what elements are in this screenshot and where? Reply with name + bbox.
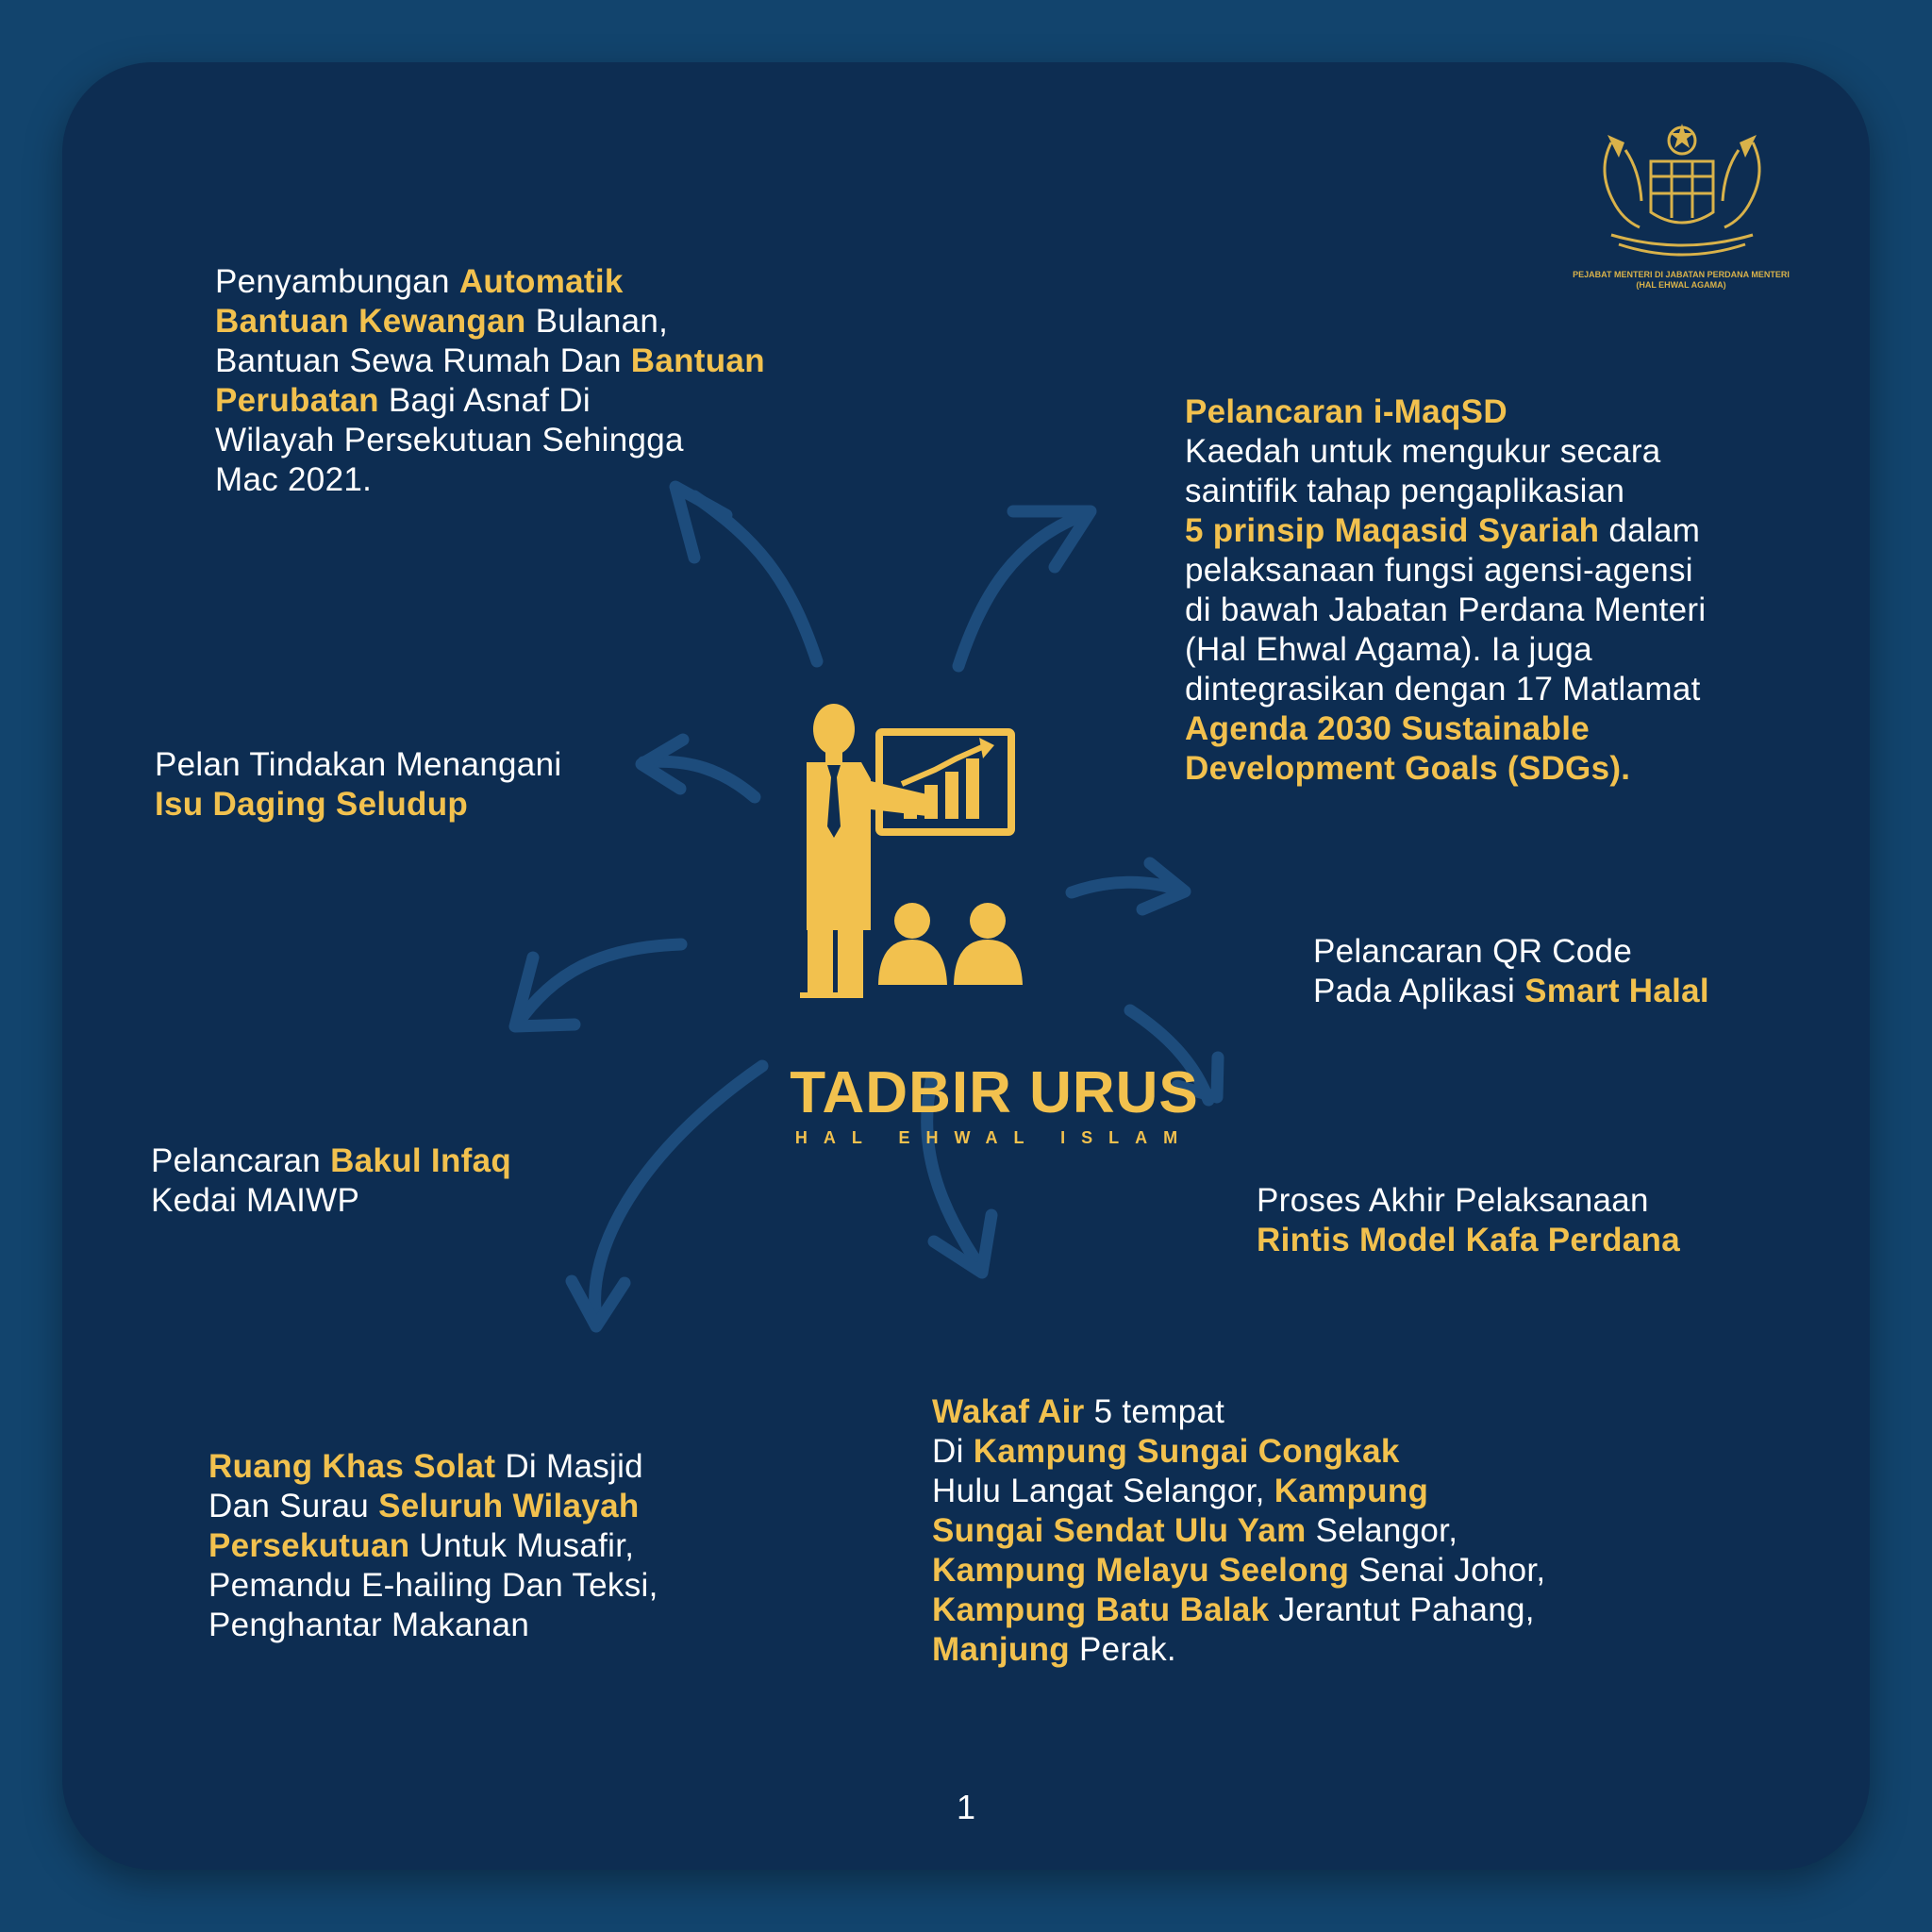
item-kafa-perdana: Proses Akhir Pelaksanaan Rintis Model Kafa Perdana bbox=[1257, 1182, 1680, 1258]
center-title: TADBIR URUS bbox=[790, 1060, 1199, 1125]
coat-of-arms-logo bbox=[1574, 114, 1790, 275]
emblem-label-line2: (HAL EHWAL AGAMA) bbox=[1636, 280, 1726, 290]
item-i-maqsd: Pelancaran i-MaqSD Kaedah untuk mengukur secara saintifik tahap pengaplikasian 5 prinsip Maqasid Syariah dalam pelaksanaan fungsi agensi-agensi di bawah Jabatan Perdana Menteri (Hal Ehwal Agama). Ia juga dintegrasikan dengan 17 Matlamat Agenda 2030 Sustainable Development Goals (SDGs). bbox=[1185, 393, 1707, 787]
item-ruang-solat: Ruang Khas Solat Di Masjid Dan Surau Seluruh Wilayah Persekutuan Untuk Musafir, Pemandu E-hailing Dan Teksi, Penghantar Makanan bbox=[208, 1448, 658, 1643]
item-daging-seludup: Pelan Tindakan Menangani Isu Daging Seludup bbox=[155, 746, 562, 823]
center-subtitle: HAL EHWAL ISLAM bbox=[794, 1128, 1194, 1147]
infographic-card bbox=[62, 62, 1870, 1870]
item-asnaf-assistance: Penyambungan Automatik Bantuan Kewangan Bulanan, Bantuan Sewa Rumah Dan Bantuan Perubatan Bagi Asnaf Di Wilayah Persekutuan Sehingga Mac 2021. bbox=[215, 263, 765, 498]
emblem-label-line1: PEJABAT MENTERI DI JABATAN PERDANA MENTERI bbox=[1573, 270, 1790, 279]
page-number: 1 bbox=[956, 1788, 976, 1826]
item-bakul-infaq: Pelancaran Bakul Infaq Kedai MAIWP bbox=[151, 1142, 512, 1219]
item-smart-halal: Pelancaran QR Code Pada Aplikasi Smart Halal bbox=[1313, 933, 1709, 1009]
item-wakaf-air: Wakaf Air 5 tempat Di Kampung Sungai Congkak Hulu Langat Selangor, Kampung Sungai Sendat Ulu Yam Selangor, Kampung Melayu Seelong Senai Johor, Kampung Batu Balak Jerantut Pahang, Manjung Perak. bbox=[932, 1393, 1546, 1668]
